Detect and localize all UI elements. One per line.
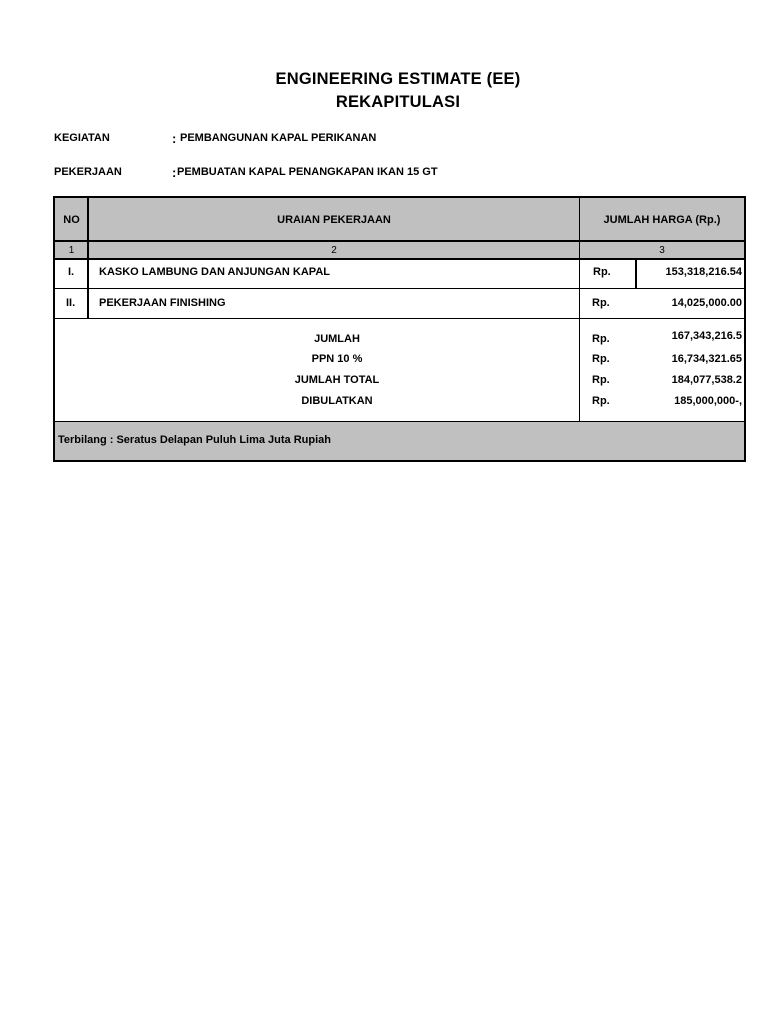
kegiatan-colon: : [172, 131, 177, 146]
summary-jumlah-currency: Rp. [592, 333, 610, 345]
header-uraian: URAIAN PEKERJAAN [89, 198, 579, 241]
divider [635, 259, 637, 289]
summary-total-label: JUMLAH TOTAL [294, 374, 380, 386]
summary-total-amount: 184,077,538.2 [671, 374, 742, 386]
row-currency: Rp. [592, 297, 610, 309]
index-2: 2 [89, 242, 579, 258]
row-currency: Rp. [593, 266, 611, 278]
row-no: II. [66, 297, 76, 309]
divider [55, 318, 744, 319]
summary-ppn-amount: 16,734,321.65 [671, 353, 742, 365]
summary-total-currency: Rp. [592, 374, 610, 386]
summary-jumlah-label: JUMLAH [314, 333, 360, 345]
header-jumlah: JUMLAH HARGA (Rp.) [580, 198, 744, 241]
kegiatan-value: PEMBANGUNAN KAPAL PERIKANAN [180, 132, 377, 144]
divider [87, 198, 89, 319]
row-amount: 14,025,000.00 [671, 297, 742, 309]
row-no: I. [68, 266, 75, 278]
document-title: ENGINEERING ESTIMATE (EE) [275, 70, 521, 88]
estimate-table [53, 196, 746, 462]
pekerjaan-value: PEMBUATAN KAPAL PENANGKAPAN IKAN 15 GT [177, 166, 438, 178]
summary-jumlah-amount: 167,343,216.5 [671, 330, 742, 342]
divider [55, 258, 744, 260]
summary-ppn-label: PPN 10 % [311, 353, 363, 365]
pekerjaan-label: PEKERJAAN [54, 166, 122, 178]
divider [55, 288, 744, 289]
index-1: 1 [55, 242, 88, 258]
document-subtitle: REKAPITULASI [335, 93, 461, 111]
terbilang-text: Terbilang : Seratus Delapan Puluh Lima Juta Rupiah [58, 434, 332, 446]
summary-dibulatkan-currency: Rp. [592, 395, 610, 407]
summary-ppn-currency: Rp. [592, 353, 610, 365]
divider [579, 198, 580, 422]
row-description: PEKERJAAN FINISHING [99, 297, 226, 309]
divider [55, 240, 744, 242]
header-no: NO [55, 198, 88, 241]
pekerjaan-colon: : [172, 165, 177, 180]
summary-dibulatkan-label: DIBULATKAN [301, 395, 373, 407]
index-3: 3 [580, 242, 744, 258]
summary-dibulatkan-amount: 185,000,000-, [674, 395, 742, 407]
kegiatan-label: KEGIATAN [54, 132, 110, 144]
terbilang-row [55, 422, 744, 460]
row-amount: 153,318,216.54 [665, 266, 742, 278]
row-description: KASKO LAMBUNG DAN ANJUNGAN KAPAL [99, 266, 330, 278]
